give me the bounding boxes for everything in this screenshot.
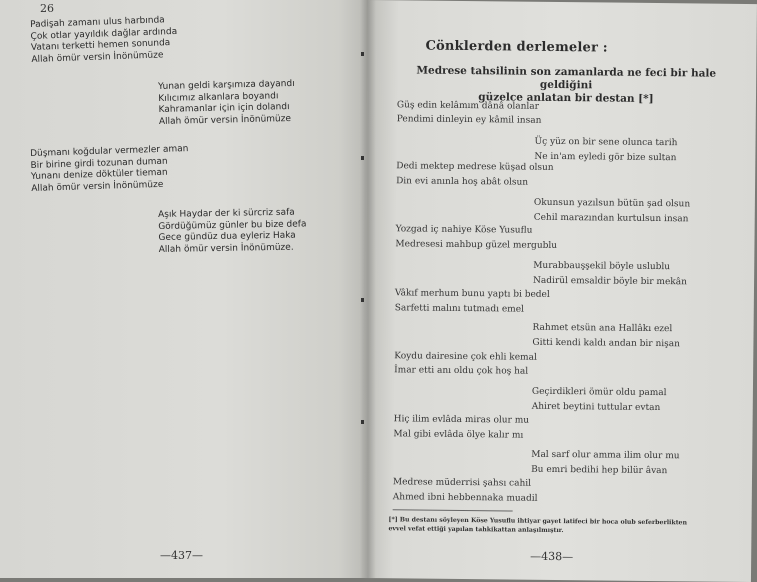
verse-line: Nadirül emsaldir böyle bir mekân <box>533 275 687 288</box>
verse-line: Vâkıf merhum bunu yaptı bi bedel <box>394 288 550 300</box>
stanza-line: Yunan geldi karşımıza dayandı <box>158 78 295 92</box>
verse-line: Cehil marazından kurtulsun insan <box>533 212 689 225</box>
binding-mark <box>361 156 364 160</box>
stanza-1 <box>30 15 178 66</box>
binding-mark <box>361 420 364 424</box>
verse-line: Yozgad iç nahiye Köse Yusuflu <box>395 224 533 236</box>
verse-line: Sarfetti malını tutmadı emel <box>394 303 524 315</box>
left-page <box>0 0 368 578</box>
verse-line: Hiç ilim evlâda miras olur mu <box>393 414 530 426</box>
verse-line: Geçirdikleri ömür oldu pamal <box>531 386 667 399</box>
stanza-line: Vatanı terketti hemen sonunda <box>30 38 171 53</box>
section-title: Cönklerden derlemeler : <box>425 38 608 56</box>
footnote <box>388 515 728 537</box>
footnote-divider <box>393 509 513 511</box>
verse-line: Üç yüz on bir sene olunca tarih <box>534 136 678 149</box>
stanza-line: Padişah zamanı ulus harbında <box>30 15 165 30</box>
verse-line: İmar etti anı oldu çok hoş hal <box>394 365 529 377</box>
footnote-line-1: [*] Bu destanı söyleyen Köse Yusuflu ihtiyar gayet latifeci bir hoca olub seferberlikten <box>388 516 688 527</box>
page-number-bottom-left: —437— <box>160 549 203 562</box>
binding-mark <box>361 298 364 302</box>
verse-line: Koydu dairesine çok ehli kemal <box>394 351 537 363</box>
stanza-line: Gördüğümüz günler bu bize defa <box>158 218 307 232</box>
verse-line: Ne in'am eyledi gör bize sultan <box>534 151 677 164</box>
stanza-line: Allah ömür versin İnönümüze <box>31 49 164 65</box>
stanza-line: Allah ömür versin İnönümüze <box>158 113 292 127</box>
stanza-line: Bir birine girdi tozunan duman <box>30 156 168 171</box>
stanza-line: Allah ömür versin İnönümüze <box>31 179 164 194</box>
verse-line: Rahmet etsün ana Hallâkı ezel <box>532 322 673 335</box>
stanza-line: Allah ömür versin İnönümüze. <box>158 242 294 255</box>
heading-line-2: güzelce anlatan bir destan [*] <box>478 91 654 105</box>
stanza-line: Çok otlar yayıldık dağlar ardında <box>30 26 178 42</box>
footnote-line-2: evvel vefat ettiği yapılan tahkikattan anlaşılmıştır. <box>388 525 564 535</box>
book-gutter <box>360 0 376 578</box>
verse-line: Din evi anınla hoş abât olsun <box>396 176 529 188</box>
verse-line: Mal sarf olur amma ilim olur mu <box>531 449 680 462</box>
stanza-line: Gece gündüz dua eyleriz Haka <box>158 230 296 243</box>
verse-line: Medresesi mahbup güzel mergublu <box>395 239 558 251</box>
verse-line: Pendimi dinleyin ey kâmil insan <box>396 114 542 126</box>
verse-line: Ahmed ibni hebbennaka muadil <box>392 492 538 504</box>
verse-line: Murabbauşşekil böyle uslublu <box>533 260 671 273</box>
stanza-line: Kahramanlar için için dolandı <box>158 102 290 115</box>
verse-line: Bu emri bedihi hep bilür âvan <box>531 464 668 477</box>
stanza-line: Yunanı denize döktüler tieman <box>30 167 168 182</box>
stanza-line: Kılıcımız alkanlara boyandı <box>158 90 279 104</box>
verse-line: Ahiret beytini tuttular evtan <box>531 401 661 414</box>
stanza-3 <box>30 144 190 195</box>
stanza-line: Aşık Haydar der ki sürcriz safa <box>158 207 295 220</box>
verse-line: Gitti kendi kaldı andan bir nişan <box>532 337 680 350</box>
verse-line: Mal gibi evlâda ölye kalır mı <box>393 429 524 441</box>
verse-line: Medrese müderrisi şahsı cahil <box>392 477 532 489</box>
verse-line: Okunsun yazılsun bütün şad olsun <box>533 197 691 210</box>
heading-line-1: Medrese tahsilinin son zamanlarda ne feci bir hale geldiğini <box>416 64 717 92</box>
binding-mark <box>361 52 364 56</box>
page-number-bottom-right: —438— <box>530 549 574 564</box>
stanza-line: Düşmanı koğdular vermezler aman <box>30 144 189 159</box>
verse-line: Güş edin kelâmım dânâ olanlar <box>396 100 540 112</box>
stanza-4 <box>158 207 307 256</box>
verse-line: Dedi mektep medrese küşad olsun <box>396 161 554 173</box>
right-page <box>362 0 757 582</box>
stanza-2 <box>158 79 296 128</box>
page-number-top: 26 <box>40 2 54 15</box>
